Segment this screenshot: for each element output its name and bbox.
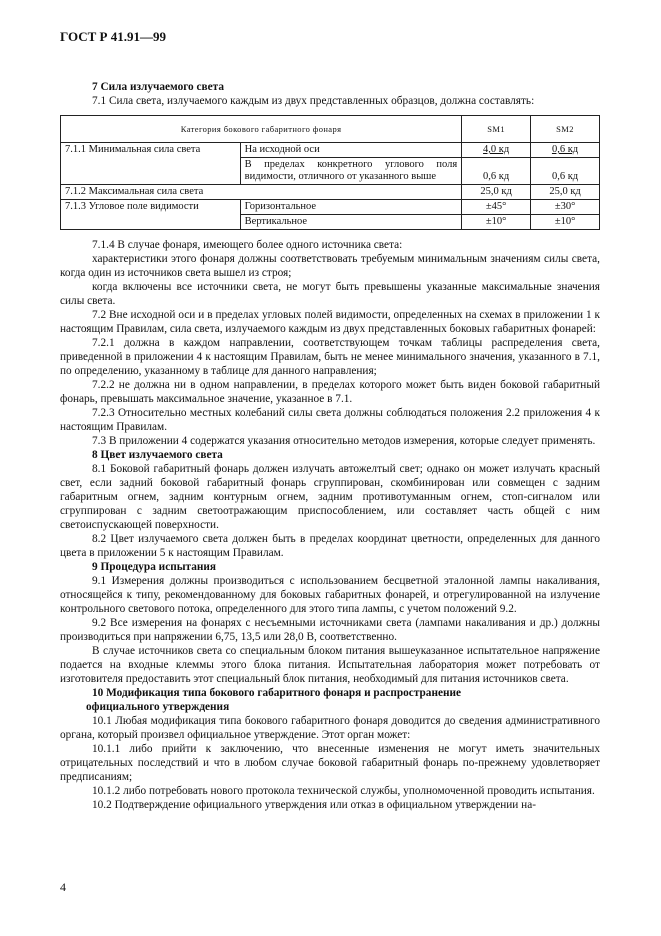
paragraph-7-2-1: 7.2.1 должна в каждом направлении, соответствующем точкам таблицы распределения света, приведенной в приложении 4 к настоящим Правилам, быть не менее минимального значения, указанного в 7.1, по определению, указанному в таблице для данного направления;	[60, 337, 600, 377]
paragraph-10-1: 10.1 Любая модификация типа бокового габаритного фонаря доводится до сведения административного органа, который произвел официальное утверждение. Этот орган может:	[60, 715, 600, 741]
cell-sm1: ±10°	[462, 215, 531, 230]
row-label-empty	[61, 158, 241, 185]
table-header-row	[61, 116, 600, 143]
section-9-heading: 9 Процедура испытания	[92, 561, 217, 573]
paragraph-7-1-4-b: когда включены все источники света, не могут быть превышены указанные максимальные значения силы света.	[60, 281, 600, 307]
cell-sm1: 0,6 кд	[462, 158, 531, 185]
paragraph-10-2: 10.2 Подтверждение официального утверждения или отказ в официальном утверждении на-	[92, 799, 536, 811]
section-8-heading: 8 Цвет излучаемого света	[92, 449, 223, 461]
paragraph-9-2: 9.2 Все измерения на фонарях с несъемными источниками света (лампами накаливания и др.) должны производиться при напряжении 6,75, 13,5 или 28,0 В, соответственно.	[60, 617, 600, 643]
cell-sm1: ±45°	[462, 200, 531, 215]
table-row	[61, 185, 600, 200]
cell-sm2: 0,6 кд	[531, 158, 600, 185]
row-label: 7.1.3 Угловое поле видимости	[61, 200, 241, 215]
paragraph-9-2-b: В случае источников света со специальным блоком питания вышеуказанное испытательное напряжение подается на входные клеммы этого блока питания. Испытательная лаборатория может потребовать от изготовителя предоставить этот специальный блок питания, необходимый для питания источников света.	[60, 645, 600, 685]
row-label: 7.1.1 Минимальная сила света	[61, 143, 241, 158]
paragraph-7-1-4: 7.1.4 В случае фонаря, имеющего более одного источника света:	[92, 239, 403, 251]
document-code: ГОСТ Р 41.91—99	[60, 29, 166, 44]
row-label-empty	[61, 215, 241, 230]
paragraph-7-1: 7.1 Сила света, излучаемого каждым из двух представленных образцов, должна составлять:	[92, 95, 535, 107]
paragraph-7-1-4-a: характеристики этого фонаря должны соответствовать требуемым минимальным значениям силы света, когда один из источников света вышел из строя;	[60, 253, 600, 279]
cell-sm1	[462, 143, 531, 158]
paragraph-8-2: 8.2 Цвет излучаемого света должен быть в пределах координат цветности, определенных для данного цвета в приложении 5 к настоящим Правилам.	[60, 533, 600, 559]
table-row	[61, 200, 600, 215]
paragraph-10-1-2: 10.1.2 либо потребовать нового протокола технической службы, уполномоченной проводить испытания.	[92, 785, 595, 797]
page-number: 4	[60, 880, 66, 894]
section-10-heading: 10 Модификация типа бокового габаритного фонаря и распространение	[92, 687, 461, 699]
paragraph-9-1: 9.1 Измерения должны производиться с использованием бесцветной эталонной лампы накаливания, относящейся к типу, рекомендованному для боковых габаритных фонарей, и отрегулированной на излучение контрольного светового потока, определенного для этого типа лампы, с учетом положений 9.2.	[60, 575, 600, 615]
cell-sm2: ±10°	[531, 215, 600, 230]
table-row	[61, 143, 600, 158]
paragraph-10-1-1: 10.1.1 либо прийти к заключению, что внесенные изменения не могут иметь значительных отрицательных последствий и что в любом случае боковой габаритный фонарь по-прежнему удовлетворяет предписаниям;	[60, 743, 600, 783]
paragraph-7-2-2: 7.2.2 не должна ни в одном направлении, в пределах которого может быть виден боковой габаритный фонарь, превышать максимальное значение, указанное в 7.1.	[60, 379, 600, 405]
section-7-heading: 7 Сила излучаемого света	[92, 81, 224, 93]
value: 4,0 кд	[483, 144, 510, 155]
page-content	[60, 80, 600, 812]
header-sm2: SM2	[531, 116, 600, 143]
header-sm1: SM1	[462, 116, 531, 143]
light-intensity-table	[60, 115, 600, 230]
value: 0,6 кд	[551, 144, 579, 155]
paragraph-7-2: 7.2 Вне исходной оси и в пределах угловых полей видимости, определенных на схемах в приложении 1 к настоящим Правилам, сила света, излучаемого каждым из двух представленных боковых габаритных фонарей:	[60, 309, 600, 335]
paragraph-8-1: 8.1 Боковой габаритный фонарь должен излучать автожелтый свет; однако он может излучать красный свет, если задний боковой габаритный фонарь сгруппирован, скомбинирован или совмещен с задним габаритным огнем, задним контурным огнем, задним противотуманным огнем, стоп-сигналом или сгруппирован с задним светоотражающим приспособлением, или составляет часть общей с ним светоиспускающей поверхности.	[60, 463, 600, 531]
section-10-heading-cont: официального утверждения	[86, 701, 230, 713]
cell-sm2	[531, 143, 600, 158]
row-sub: Вертикальное	[240, 215, 462, 230]
row-sub: Горизонтальное	[240, 200, 462, 215]
table-row	[61, 158, 600, 185]
cell-sm2: 25,0 кд	[531, 185, 600, 200]
cell-sm2: ±30°	[531, 200, 600, 215]
row-sub: На исходной оси	[240, 143, 462, 158]
table-row	[61, 215, 600, 230]
row-label: 7.1.2 Максимальная сила света	[61, 185, 462, 200]
cell-sm1: 25,0 кд	[462, 185, 531, 200]
row-sub: В пределах конкретного углового поля видимости, отличного от указанного выше	[240, 158, 462, 185]
paragraph-7-3: 7.3 В приложении 4 содержатся указания относительно методов измерения, которые следует применять.	[92, 435, 596, 447]
paragraph-7-2-3: 7.2.3 Относительно местных колебаний силы света должны соблюдаться положения 2.2 приложения 4 к настоящим Правилам.	[60, 407, 600, 433]
header-category: Категория бокового габаритного фонаря	[61, 116, 462, 143]
